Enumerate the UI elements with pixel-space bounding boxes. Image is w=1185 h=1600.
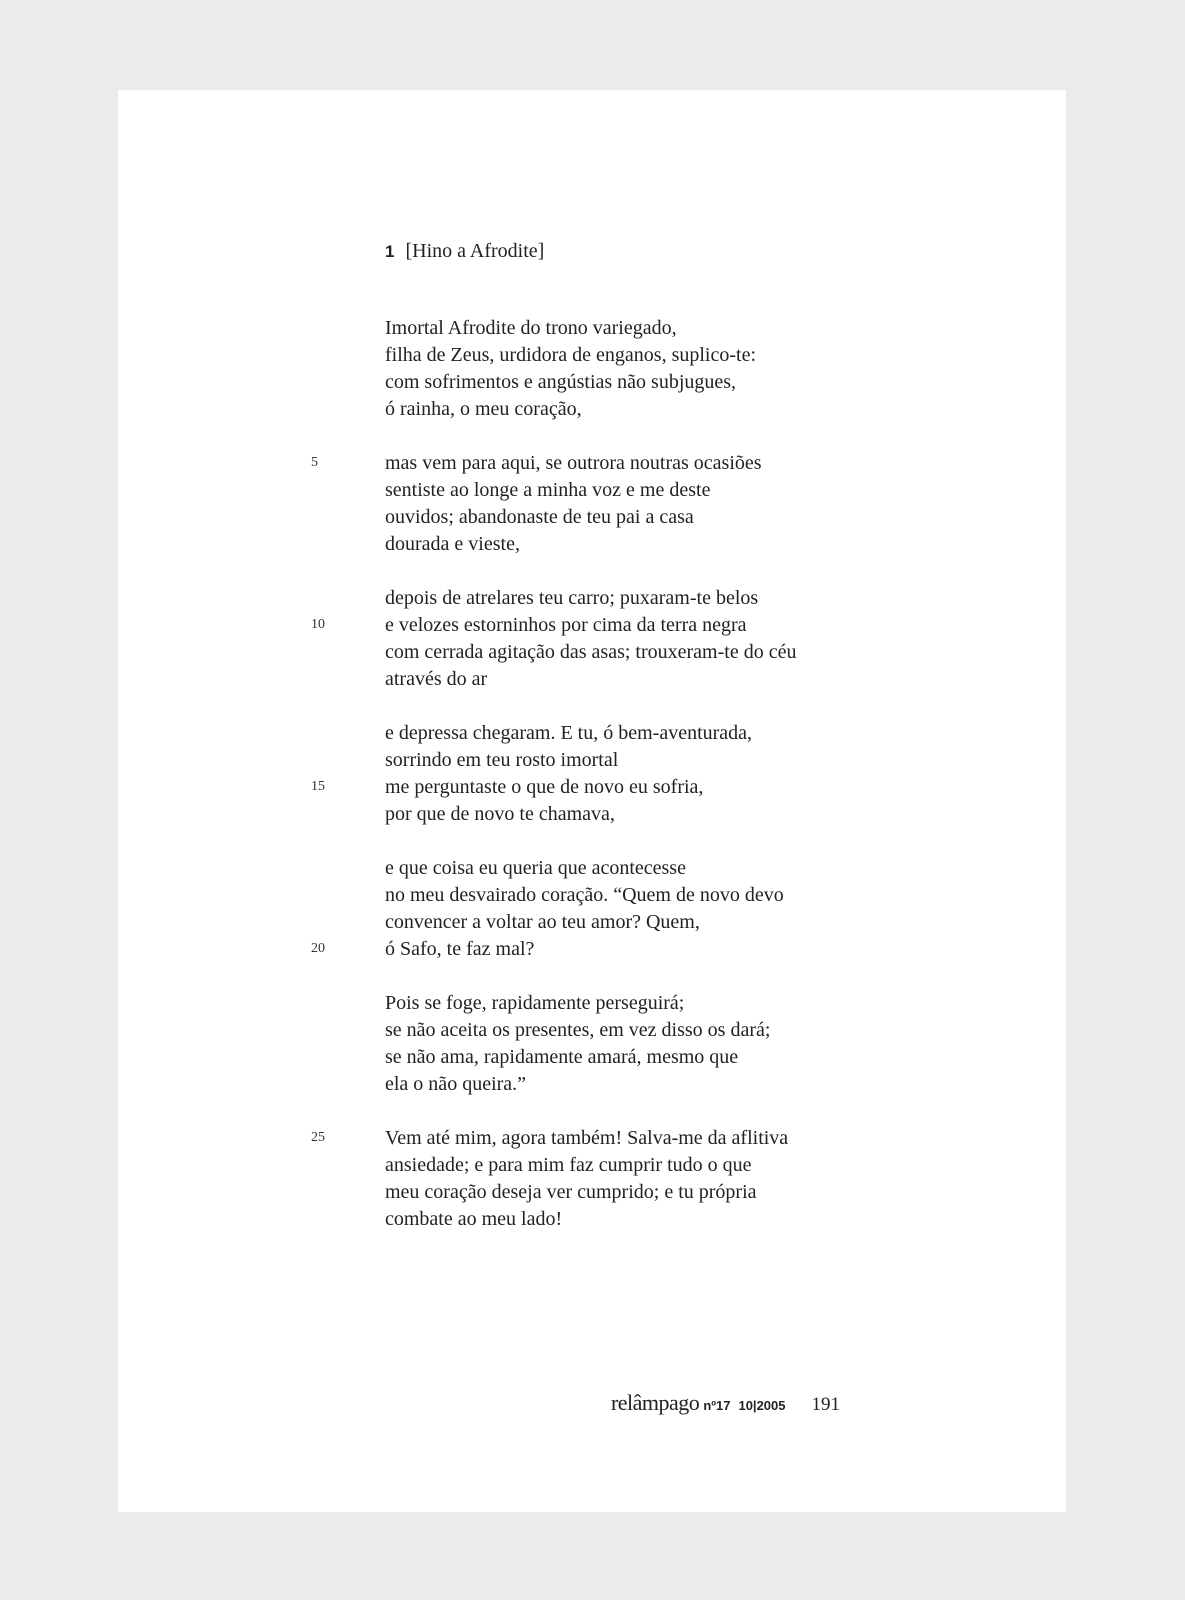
journal-issue: nº17: [703, 1398, 731, 1413]
verse-line: por que de novo te chamava,: [385, 803, 615, 825]
verse-line: e que coisa eu queria que acontecesse: [385, 857, 686, 879]
verse-line: com sofrimentos e angústias não subjugues,: [385, 371, 737, 393]
verse-line: Vem até mim, agora também! Salva-me da aflitiva: [385, 1127, 789, 1149]
verse-line: combate ao meu lado!: [385, 1208, 563, 1230]
journal-name: relâmpago: [610, 1390, 700, 1415]
verse-line: sentiste ao longe a minha voz e me deste: [385, 479, 711, 501]
verse-line: ela o não queira.”: [385, 1073, 527, 1095]
poem-number: 1: [385, 242, 395, 261]
verse-line: no meu desvairado coração. “Quem de novo devo: [385, 884, 784, 906]
verse-line: e depressa chegaram. E tu, ó bem-aventurada,: [385, 722, 753, 744]
verse-line: ó Safo, te faz mal?: [385, 938, 535, 960]
verse-line: se não aceita os presentes, em vez disso os dará;: [385, 1019, 771, 1041]
verse-line: ó rainha, o meu coração,: [385, 398, 582, 420]
poem-heading: [385, 240, 544, 263]
line-number-10: 10: [311, 617, 325, 632]
line-number-5: 5: [311, 455, 318, 470]
poem-title: [Hino a Afrodite]: [405, 240, 545, 262]
verse-line: Imortal Afrodite do trono variegado,: [385, 317, 677, 339]
verse-line: me perguntaste o que de novo eu sofria,: [385, 776, 704, 798]
journal-date: 10|2005: [738, 1398, 786, 1413]
page: [118, 90, 1066, 1512]
verse-line: mas vem para aqui, se outrora noutras ocasiões: [385, 452, 762, 474]
verse-line: através do ar: [385, 668, 488, 690]
page-footer: [611, 1390, 840, 1416]
page-number: 191: [811, 1394, 840, 1415]
verse-line: meu coração deseja ver cumprido; e tu própria: [385, 1181, 757, 1203]
verse-line: ansiedade; e para mim faz cumprir tudo o que: [385, 1154, 752, 1176]
verse-line: dourada e vieste,: [385, 533, 520, 555]
line-number-15: 15: [311, 779, 325, 794]
verse-line: Pois se foge, rapidamente perseguirá;: [385, 992, 685, 1014]
line-number-20: 20: [311, 941, 325, 956]
verse-line: e velozes estorninhos por cima da terra negra: [385, 614, 747, 636]
verse-line: com cerrada agitação das asas; trouxeram-te do céu: [385, 641, 797, 663]
verse-line: filha de Zeus, urdidora de enganos, suplico-te:: [385, 344, 756, 366]
verse-line: se não ama, rapidamente amará, mesmo que: [385, 1046, 739, 1068]
verse-line: ouvidos; abandonaste de teu pai a casa: [385, 506, 694, 528]
verse-line: depois de atrelares teu carro; puxaram-te belos: [385, 587, 759, 609]
verse-line: convencer a voltar ao teu amor? Quem,: [385, 911, 700, 933]
line-number-25: 25: [311, 1130, 325, 1145]
verse-line: sorrindo em teu rosto imortal: [385, 749, 619, 771]
